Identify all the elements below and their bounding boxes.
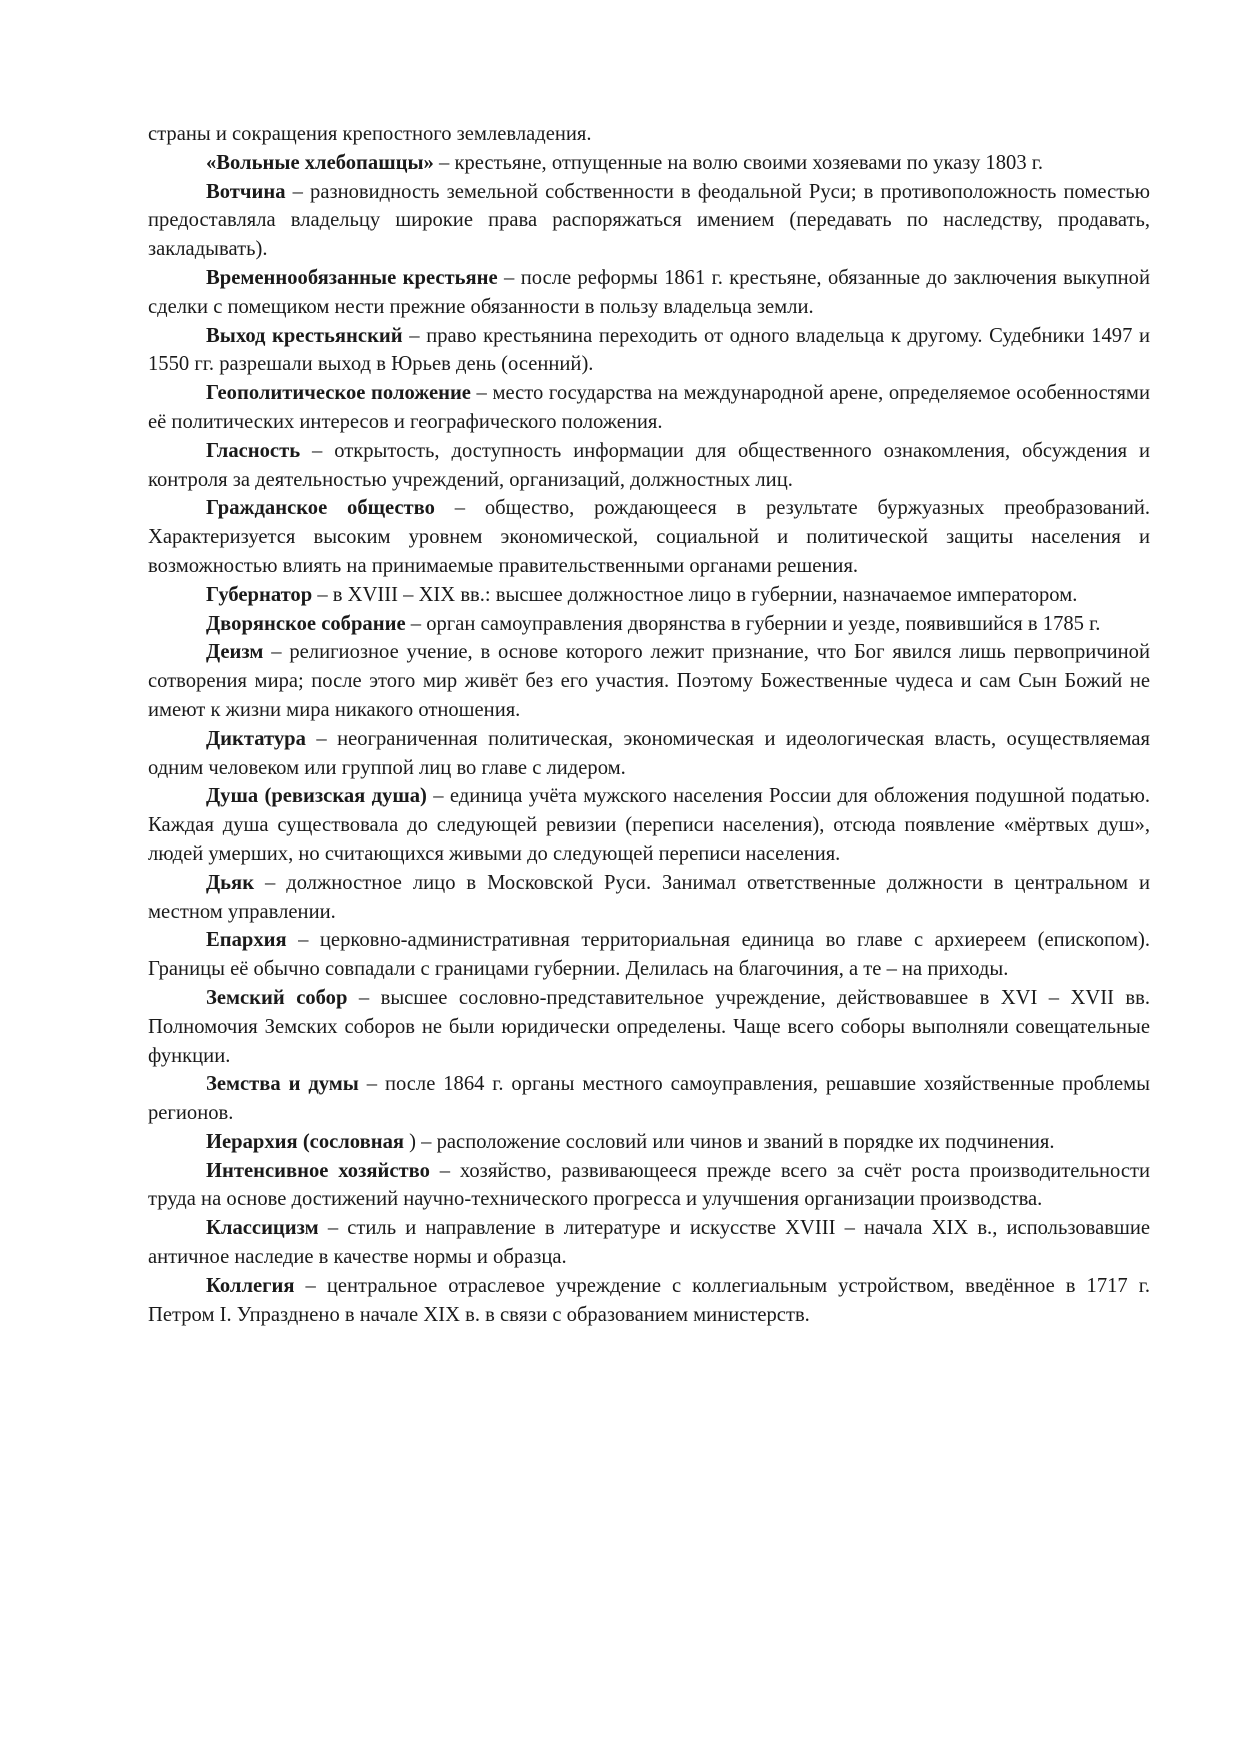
entry-term: Дворянское собрание bbox=[206, 612, 406, 635]
entry-separator: – bbox=[434, 497, 485, 520]
entry-term: Душа (ревизская душа) bbox=[206, 785, 427, 808]
entry-definition: крестьяне, отпущенные на волю своими хозяевами по указу 1803 г. bbox=[454, 151, 1044, 174]
entry-separator: – bbox=[263, 641, 290, 664]
entry-definition: неограниченная политическая, экономическая и идеологическая власть, осуществляемая одним человеком или группой лиц во главе с лидером. bbox=[148, 727, 1151, 779]
glossary-entry bbox=[148, 638, 1150, 724]
entry-term: Дьяк bbox=[206, 871, 255, 894]
glossary-entry bbox=[148, 494, 1150, 580]
document-page bbox=[148, 120, 1150, 1329]
entry-separator: – bbox=[429, 1159, 460, 1182]
entry-definition: центральное отраслевое учреждение с коллегиальным устройством, введённое в 1717 г. Петром I. Упразднено в начале XIX в. в связи с образованием министерств. bbox=[148, 1274, 1151, 1326]
entry-definition: в XVIII – XIX вв.: высшее должностное лицо в губернии, назначаемое императором. bbox=[332, 583, 1078, 606]
entry-definition: расположение сословий или чинов и званий в порядке их подчинения. bbox=[436, 1130, 1055, 1153]
entry-separator: – bbox=[470, 382, 493, 405]
entry-separator: – bbox=[358, 1073, 385, 1096]
glossary-entry bbox=[148, 178, 1150, 264]
glossary-entries bbox=[148, 149, 1150, 1330]
entry-term: Геополитическое положение bbox=[206, 382, 471, 405]
entry-definition: разновидность земельной собственности в феодальной Руси; в противоположность поместью предоставляла владельцу широкие права распоряжаться имением (передавать по наследству, продавать, закладывать). bbox=[148, 180, 1151, 261]
entry-separator: – bbox=[347, 986, 381, 1009]
glossary-entry bbox=[148, 984, 1150, 1070]
entry-separator: – bbox=[294, 1274, 327, 1297]
glossary-entry bbox=[148, 1128, 1150, 1157]
glossary-entry bbox=[148, 926, 1150, 984]
entry-definition: стиль и направление в литературе и искусстве XVIII – начала XIX в., использовавшие античное наследие в качестве нормы и образца. bbox=[148, 1217, 1150, 1269]
entry-separator: – bbox=[305, 727, 338, 750]
entry-definition: после реформы 1861 г. крестьяне, обязанные до заключения выкупной сделки с помещиком нести прежние обязанности в пользу владельца земли. bbox=[148, 266, 1150, 318]
glossary-entry bbox=[148, 610, 1150, 639]
entry-term: «Вольные хлебопашцы» bbox=[206, 151, 434, 174]
entry-definition: церковно-административная территориальная единица во главе с архиереем (епископом). Границы её обычно совпадали с границами губернии. Делилась на благочиния, а те – на приходы. bbox=[148, 929, 1150, 981]
entry-definition: место государства на международной арене, определяемое особенностями её политических интересов и географического положения. bbox=[148, 382, 1150, 433]
entry-definition: после 1864 г. органы местного самоуправления, решавшие хозяйственные проблемы регионов. bbox=[148, 1073, 1150, 1125]
entry-definition: высшее сословно-представительное учреждение, действовавшее в XVI – XVII вв. Полномочия Земских соборов не были юридически определены. Чаще всего соборы выполняли совещательные функции. bbox=[148, 986, 1150, 1067]
entry-definition: орган самоуправления дворянства в губернии и уезде, появившийся в 1785 г. bbox=[426, 612, 1101, 635]
entry-term: Интенсивное хозяйство bbox=[206, 1159, 430, 1182]
entry-definition: религиозное учение, в основе которого лежит признание, что Бог явился лишь первопричиной сотворения мира; после этого мир живёт без его участия. Поэтому Божественные чудеса и сам Сын Божий не имеют к жизни мира никакого отношения. bbox=[148, 641, 1151, 721]
entry-separator: – bbox=[405, 612, 427, 635]
entry-term: Классицизм bbox=[206, 1217, 319, 1240]
entry-term: Земский собор bbox=[206, 986, 348, 1009]
entry-term: Земства и думы bbox=[206, 1073, 359, 1096]
glossary-entry bbox=[148, 322, 1150, 380]
entry-term: Епархия bbox=[206, 929, 287, 952]
glossary-entry bbox=[148, 1157, 1150, 1215]
entry-term: Диктатура bbox=[206, 727, 306, 750]
entry-separator: – bbox=[402, 324, 427, 347]
entry-term: Деизм bbox=[206, 641, 264, 664]
glossary-entry bbox=[148, 869, 1150, 927]
entry-term: Выход крестьянский bbox=[206, 324, 403, 347]
entry-term: Вотчина bbox=[206, 180, 286, 203]
entry-term: Временнообязанные крестьяне bbox=[206, 266, 498, 289]
entry-term: Коллегия bbox=[206, 1274, 295, 1297]
glossary-entry bbox=[148, 725, 1150, 783]
entry-term: Иерархия (сословная bbox=[206, 1130, 405, 1153]
entry-definition: должностное лицо в Московской Руси. Занимал ответственные должности в центральном и местном управлении. bbox=[148, 871, 1151, 923]
entry-separator: ) – bbox=[404, 1130, 437, 1153]
glossary-entry bbox=[148, 1272, 1150, 1330]
glossary-entry bbox=[148, 1070, 1150, 1128]
entry-separator: – bbox=[426, 785, 450, 808]
entry-separator: – bbox=[285, 180, 311, 203]
entry-separator: – bbox=[497, 266, 521, 289]
entry-term: Гражданское общество bbox=[206, 497, 435, 520]
entry-definition: право крестьянина переходить от одного владельца к другому. Судебники 1497 и 1550 гг. разрешали выход в Юрьев день (осенний). bbox=[148, 324, 1150, 376]
entry-term: Гласность bbox=[206, 439, 301, 462]
entry-definition: единица учёта мужского населения России для обложения подушной податью. Каждая душа существовала до следующей ревизии (переписи населения), отсюда появление «мёртвых душ», людей умерших, но считающихся живыми до следующей переписи населения. bbox=[148, 785, 1150, 865]
glossary-entry bbox=[148, 379, 1150, 437]
entry-separator: – bbox=[433, 151, 455, 174]
glossary-entry bbox=[148, 264, 1150, 322]
entry-separator: – bbox=[254, 871, 287, 894]
entry-definition: открытость, доступность информации для общественного ознакомления, обсуждения и контроля за деятельностью учреждений, организаций, должностных лиц. bbox=[148, 439, 1151, 491]
entry-separator: – bbox=[312, 583, 333, 606]
entry-term: Губернатор bbox=[206, 583, 313, 606]
lead-paragraph: страны и сокращения крепостного землевладения. bbox=[148, 123, 592, 145]
glossary-entry bbox=[148, 581, 1150, 610]
entry-definition: общество, рождающееся в результате буржуазных преобразований. Характеризуется высоким уровнем экономической, социальной и политической защиты населения и возможностью влиять на принимаемые правительственными органами решения. bbox=[148, 497, 1151, 577]
glossary-entry bbox=[148, 1214, 1150, 1272]
entry-definition: хозяйство, развивающееся прежде всего за счёт роста производительности труда на основе достижений научно-технического прогресса и улучшения организации производства. bbox=[148, 1159, 1151, 1211]
entry-separator: – bbox=[318, 1217, 348, 1240]
entry-separator: – bbox=[300, 439, 335, 462]
glossary-entry bbox=[148, 782, 1150, 868]
entry-separator: – bbox=[286, 929, 320, 952]
glossary-entry bbox=[148, 149, 1150, 178]
glossary-entry bbox=[148, 437, 1150, 495]
